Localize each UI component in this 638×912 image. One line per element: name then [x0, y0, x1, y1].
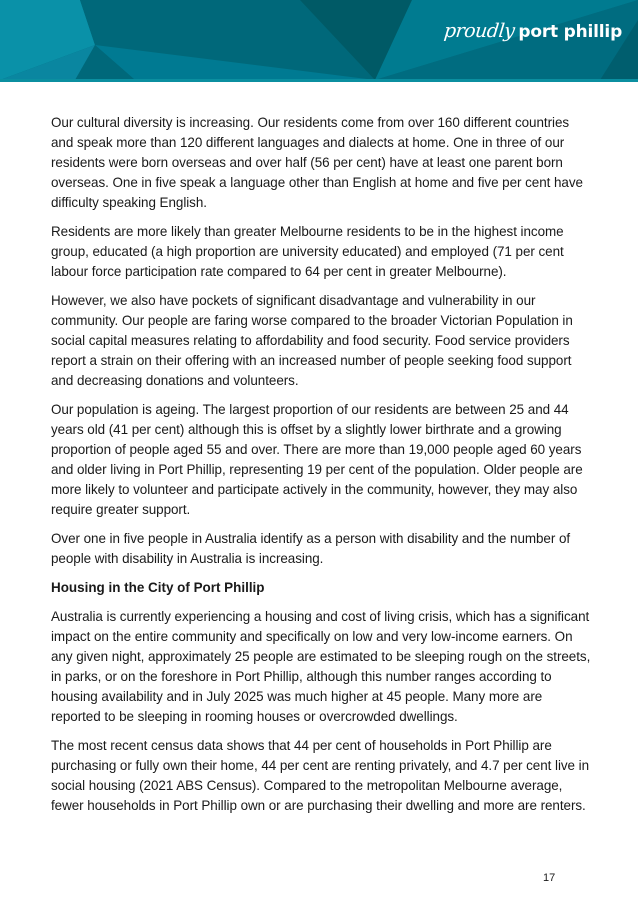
paragraph-census-data: The most recent census data shows that 44 per cent of households in Port Phillip are purchasing or fully own their home, 44 per cent are renting privately, and 4.7 per cent live in social housing (2021 ABS Census). Compared to the metropolitan Melbourne average, fewer households in Port Phillip own or are purchasing their dwelling and more are renters. [51, 738, 590, 813]
document-body [51, 113, 591, 825]
paragraph-ageing-population: Our population is ageing. The largest proportion of our residents are between 25 and 44 years old (41 per cent) although this is offset by a slightly lower birthrate and a growing proportion of people aged 55 and over. There are more than 19,000 people aged 60 years and older living in Port Phillip, representing 19 per cent of the population. Older people are more likely to volunteer and participate actively in the community, however, they may also require greater support. [51, 402, 583, 517]
logo-brand-text: port phillip [518, 22, 623, 42]
banner-bottom-strip [0, 79, 638, 82]
logo-script-text: proudly [442, 20, 516, 42]
page-number: 17 [543, 872, 556, 884]
paragraph-cultural-diversity: Our cultural diversity is increasing. Our residents come from over 160 different countries and speak more than 120 different languages and dialects at home. One in three of our residents were born overseas and over half (56 per cent) have at least one parent born overseas. One in five speak a language other than English at home and five per cent have difficulty speaking English. [51, 115, 583, 210]
section-heading-housing: Housing in the City of Port Phillip [51, 580, 265, 595]
paragraph-income-education: Residents are more likely than greater Melbourne residents to be in the highest income group, educated (a high proportion are university educated) and employed (71 per cent labour force participation rate compared to 64 per cent in greater Melbourne). [51, 224, 564, 279]
proudly-port-phillip-logo [444, 20, 622, 42]
paragraph-housing-crisis: Australia is currently experiencing a housing and cost of living crisis, which has a significant impact on the entire community and specifically on low and very low-income earners. On any given night, approximately 25 people are estimated to be sleeping rough on the streets, in parks, or on the foreshore in Port Phillip, although this number ranges according to housing availability and in July 2025 was much higher at 45 people. Many more are reported to be sleeping in rooming houses or overcrowded dwellings. [51, 609, 591, 724]
paragraph-disadvantage: However, we also have pockets of significant disadvantage and vulnerability in our community. Our people are faring worse compared to the broader Victorian Population in social capital measures relating to affordability and food security. Food service providers report a strain on their offering with an increased number of people seeking food support and decreasing donations and volunteers. [51, 293, 573, 388]
header-banner [0, 0, 638, 82]
paragraph-disability: Over one in five people in Australia identify as a person with disability and the number of people with disability in Australia is increasing. [51, 531, 571, 566]
